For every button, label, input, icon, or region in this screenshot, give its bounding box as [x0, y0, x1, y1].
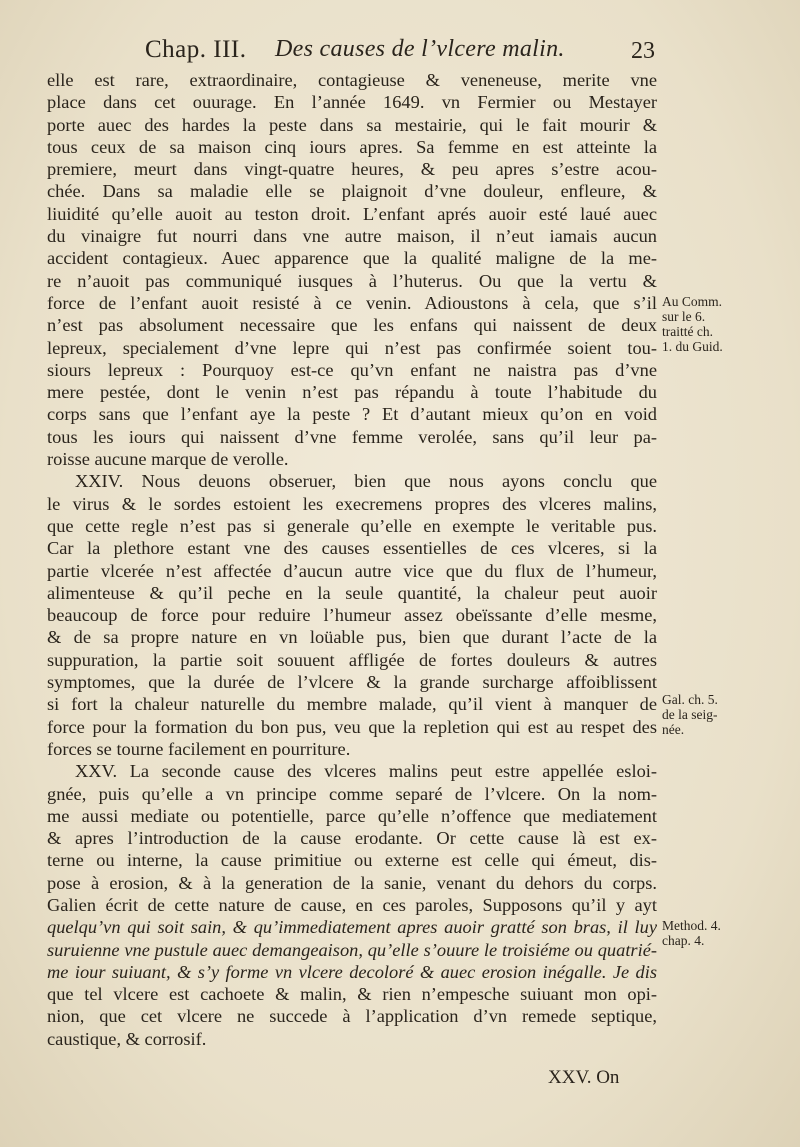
text-line: elle est rare, extraordinaire, contagieuse & veneneuse, merite vne — [47, 70, 657, 90]
text-line: corps sans que l’enfant aye la peste ? Et d’autant mieux qu’on en void — [47, 404, 657, 425]
margin-note-line: traitté ch. — [662, 324, 713, 339]
margin-note-line: Au Comm. — [662, 294, 723, 309]
text-line: lepreux, specialement d’vne lepre qui n’est pas confirmée soient tou- — [47, 337, 657, 358]
text-line: me iour suiuant, & s’y forme vn vlcere decoloré & auec erosion inégalle. Je dis — [47, 961, 657, 982]
text-line: si fort la chaleur naturelle du membre malade, qu’il vient à manquer de — [47, 694, 657, 715]
margin-note-3 — [662, 918, 721, 948]
text-line: que cette regle n’est pas si generale qu’elle en exempte le veritable pus. — [47, 515, 657, 536]
text-line: gnée, puis qu’elle a vn principe comme separé de l’vlcere. On la nom- — [47, 783, 657, 804]
text-line: pose à erosion, & à la generation de la sanie, venant du dehors du corps. — [47, 872, 657, 893]
margin-note-line: Method. 4. — [662, 918, 721, 933]
page-number: 23 — [631, 38, 655, 64]
text-line: porte auec des hardes la peste dans sa mestairie, qui le fait mourir & — [47, 114, 657, 135]
margin-note-line: sur le 6. — [662, 309, 706, 324]
margin-note-line: Gal. ch. 5. — [662, 692, 718, 707]
text-line: symptomes, que la durée de l’vlcere & la grande surcharge affoiblissent — [47, 672, 657, 693]
text-line: premiere, meurt dans vingt-quatre heures, & peu apres s’estre acou- — [47, 159, 657, 180]
text-line: beaucoup de force pour reduire l’humeur assez obeïssante d’elle mesme, — [47, 605, 657, 626]
text-line: terne ou interne, la cause primitiue ou externe est celle qui émeut, dis- — [47, 850, 657, 871]
text-line: liuidité qu’elle auoit au teston droit. L’enfant aprés auoir esté laué auec — [47, 203, 657, 224]
text-line: XXIV. Nous deuons obseruer, bien que nous ayons conclu que — [75, 471, 657, 492]
margin-note-line: née. — [662, 722, 685, 737]
margin-note-2 — [662, 692, 718, 737]
text-line: & de sa propre nature en vn loüable pus, bien que durant l’acte de la — [47, 627, 657, 648]
text-line: & apres l’introduction de la cause erodante. Or cette cause là est ex- — [47, 828, 657, 849]
text-line: accident contagieux. Auec apparence que la qualité maligne de la me- — [47, 248, 657, 269]
text-line: re n’auoit pas communiqué iusques à l’huterus. Ou que la vertu & — [47, 270, 657, 291]
text-line: chée. Dans sa maladie elle se plaignoit d’vne douleur, enfleure, & — [47, 181, 657, 202]
text-line: du vinaigre fut nourri dans vne autre maison, il n’eut iamais aucun — [47, 226, 657, 247]
running-header — [145, 36, 655, 72]
text-line: alimenteuse & qu’il peche en la seule quantité, la chaleur peut auoir — [47, 582, 657, 603]
text-line: force de l’enfant auoit resisté à ce venin. Adioustons à cela, que s’il — [47, 292, 657, 313]
text-line: caustique, & corrosif. — [47, 1028, 207, 1049]
chapter-label: Chap. III. — [145, 36, 247, 63]
text-line: roisse aucune marque de verolle. — [47, 449, 289, 470]
text-line: suppuration, la partie soit souuent affligée de fortes douleurs & autres — [47, 649, 657, 670]
margin-note-line: de la seig- — [662, 707, 718, 722]
text-line: place dans cet ouurage. En l’année 1649. vn Fermier ou Mestayer — [47, 92, 657, 113]
running-title: Des causes de l’vlcere malin. — [275, 36, 565, 62]
text-line: siours lepreux : Pourquoy est-ce qu’vn enfant ne naistra pas d’vne — [47, 359, 657, 380]
text-line: partie vlcerée n’est affectée d’aucun autre vice que du flux de l’humeur, — [47, 560, 657, 581]
margin-note-1 — [662, 294, 723, 354]
text-line: Galien écrit de cette nature de cause, en ces paroles, Supposons qu’il y ayt — [47, 894, 657, 915]
catchword: XXV. On — [548, 1067, 620, 1088]
text-line: forces se tourne facilement en pourriture. — [47, 738, 351, 759]
text-line: suruienne vne pustule auec demangeaison, qu’elle s’ouure le troisiéme ou quatrié- — [47, 939, 657, 960]
text-line: tous ceux de sa maison cinq iours apres. Sa femme en est atteinte la — [47, 136, 657, 157]
text-line: tous les iours qui naissent d’vne femme verolée, sans qu’il leur pa- — [47, 426, 657, 447]
text-line: n’est pas absolument necessaire que les enfans qui naissent de deux — [47, 315, 657, 336]
margin-note-line: 1. du Guid. — [662, 339, 723, 354]
margin-note-line: chap. 4. — [662, 933, 705, 948]
text-line: me aussi mediate ou potentielle, parce qu’elle n’offence que mediatement — [47, 805, 657, 826]
text-line: le virus & le sordes estoient les execremens propres des vlceres malins, — [47, 493, 657, 514]
text-line: mere pestée, dont le venin n’est pas répandu à toute l’habitude du — [47, 382, 657, 403]
text-line: Car la plethore estant vne des causes essentielles de ces vlceres, si la — [47, 538, 657, 559]
text-line: quelqu’vn qui soit sain, & qu’immediatement apres auoir gratté son bras, il luy — [47, 917, 657, 938]
text-line: force pour la formation du bon pus, veu que la repletion qui est au respet des — [47, 716, 657, 737]
body-text — [47, 69, 657, 1050]
text-line: XXV. La seconde cause des vlceres malins peut estre appellée esloi- — [75, 761, 657, 782]
text-line: que tel vlcere est cachoete & malin, & rien n’empesche suiuant mon opi- — [47, 984, 657, 1005]
text-line: nion, que cet vlcere ne succede à l’application d’vn remede septique, — [47, 1006, 657, 1027]
